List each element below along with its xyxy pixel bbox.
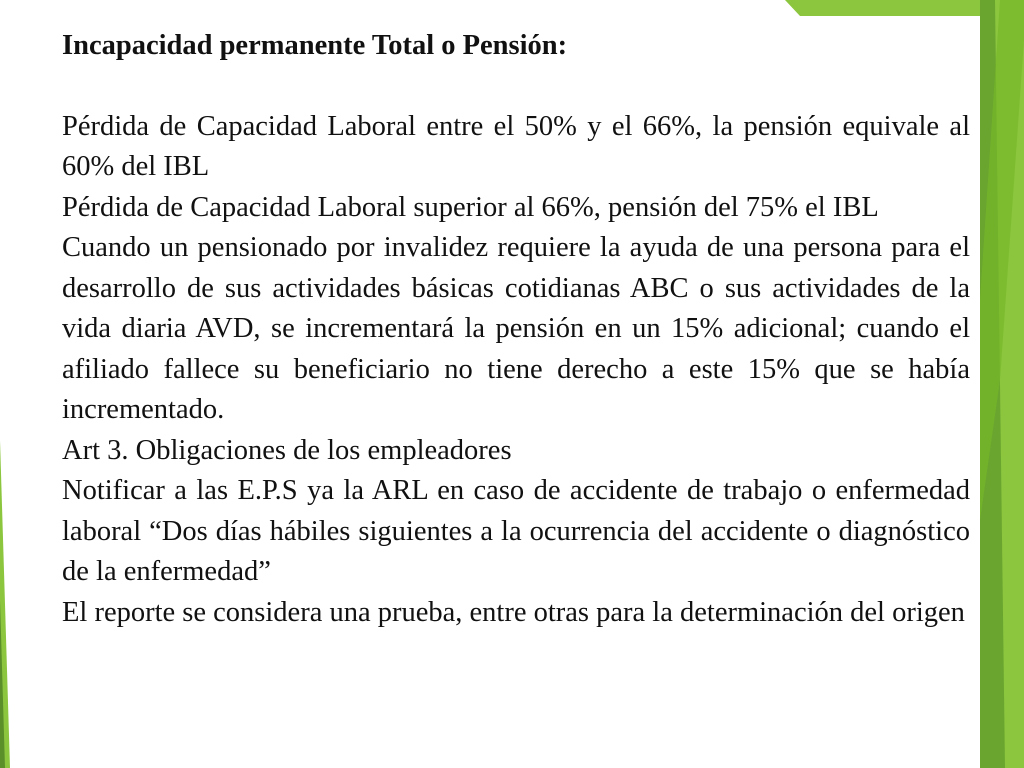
paragraph-5: Notificar a las E.P.S ya la ARL en caso de accidente de trabajo o enfermedad laboral “Dos días hábiles siguientes a la ocurrencia del accidente o diagnóstico de la enfermedad” <box>62 475 970 587</box>
paragraph-3: Cuando un pensionado por invalidez requiere la ayuda de una persona para el desarrollo de sus actividades básicas cotidianas ABC o sus actividades de la vida diaria AVD, se incrementará la pensión en un 15% adicional; cuando el afiliado fallece su beneficiario no tiene derecho a este 15% que se había incrementado. <box>62 232 970 425</box>
paragraph-2: Pérdida de Capacidad Laboral superior al 66%, pensión del 75% el IBL <box>62 191 879 223</box>
slide-title: Incapacidad permanente Total o Pensión: <box>62 30 568 61</box>
slide-content <box>62 26 970 633</box>
paragraph-1: Pérdida de Capacidad Laboral entre el 50% y el 66%, la pensión equivale al 60% del IBL <box>62 110 970 182</box>
paragraph-6: El reporte se considera una prueba, entre otras para la determinación del origen <box>62 596 965 628</box>
paragraph-4: Art 3. Obligaciones de los empleadores <box>62 434 512 466</box>
